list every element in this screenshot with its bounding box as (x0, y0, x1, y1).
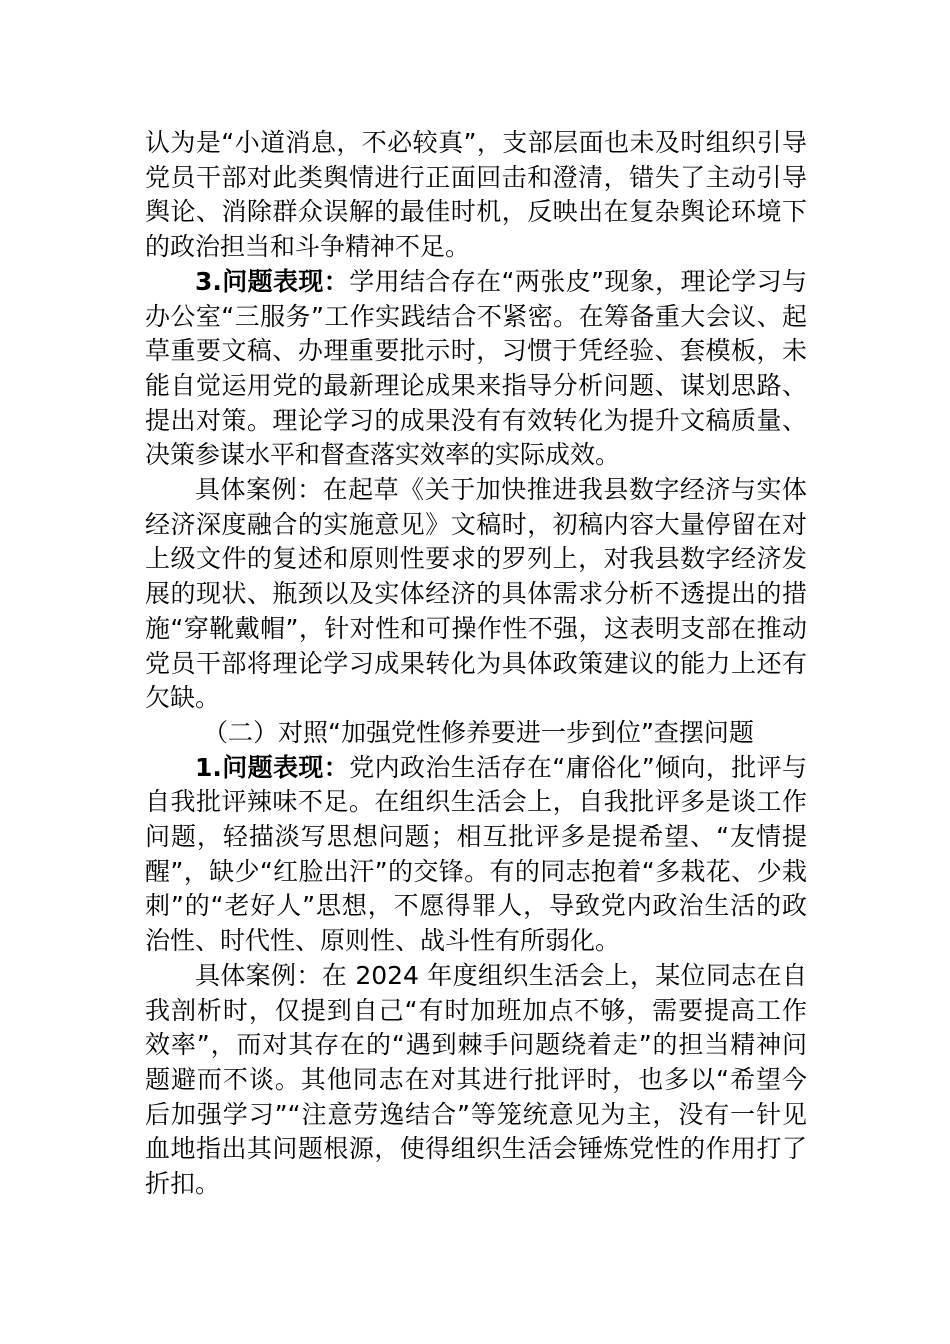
paragraph-text: 具体案例：在起草《关于加快推进我县数字经济与实体经济深度融合的实施意见》文稿时，初稿内容大量停留在对上级文件的复述和原则性要求的罗列上，对我县数字经济发展的现状、瓶颈以及实体经济的具体需求分析不透提出的措施“穿靴戴帽”，针对性和可操作性不强，这表明支部在推动党员干部将理论学习成果转化为具体政策建议的能力上还有欠缺。 (145, 475, 807, 713)
paragraph-lead: 1.问题表现： (195, 752, 350, 782)
section-heading-text: （二）对照“加强党性修养要进一步到位”查摆问题 (203, 717, 754, 747)
section-heading (145, 716, 807, 751)
paragraph-continuation (145, 126, 807, 265)
paragraph-problem-1 (145, 751, 807, 959)
paragraph-text: 认为是“小道消息，不必较真”，支部层面也未及时组织引导党员干部对此类舆情进行正面回击和澄清，错失了主动引导舆论、消除群众误解的最佳时机，反映出在复杂舆论环境下的政治担当和斗争精神不足。 (145, 128, 807, 262)
paragraph-text: 具体案例：在 2024 年度组织生活会上，某位同志在自我剖析时，仅提到自己“有时加班加点不够，需要提高工作效率”，而对其存在的“遇到棘手问题绕着走”的担当精神问题避而不谈。其他同志在对其进行批评时，也多以“希望今后加强学习”“注意劳逸结合”等笼统意见为主，没有一针见血地指出其问题根源，使得组织生活会锤炼党性的作用打了折扣。 (145, 960, 807, 1199)
paragraph-problem-3 (145, 265, 807, 473)
paragraph-text: 学用结合存在“两张皮”现象，理论学习与办公室“三服务”工作实践结合不紧密。在筹备重大会议、起草重要文稿、办理重要批示时，习惯于凭经验、套模板，未能自觉运用党的最新理论成果来指导分析问题、谋划思路、提出对策。理论学习的成果没有有效转化为提升文稿质量、决策参谋水平和督查落实效率的实际成效。 (145, 266, 807, 470)
document-page (145, 126, 807, 1202)
paragraph-case-2 (145, 959, 807, 1202)
paragraph-text: 党内政治生活存在“庸俗化”倾向，批评与自我批评辣味不足。在组织生活会上，自我批评多是谈工作问题，轻描淡写思想问题；相互批评多是提希望、“友情提醒”，缺少“红脸出汗”的交锋。有的同志抱着“多栽花、少栽刺”的“老好人”思想，不愿得罪人，导致党内政治生活的政治性、时代性、原则性、战斗性有所弱化。 (145, 752, 807, 956)
paragraph-lead: 3.问题表现： (195, 266, 350, 296)
paragraph-case-1 (145, 473, 807, 716)
